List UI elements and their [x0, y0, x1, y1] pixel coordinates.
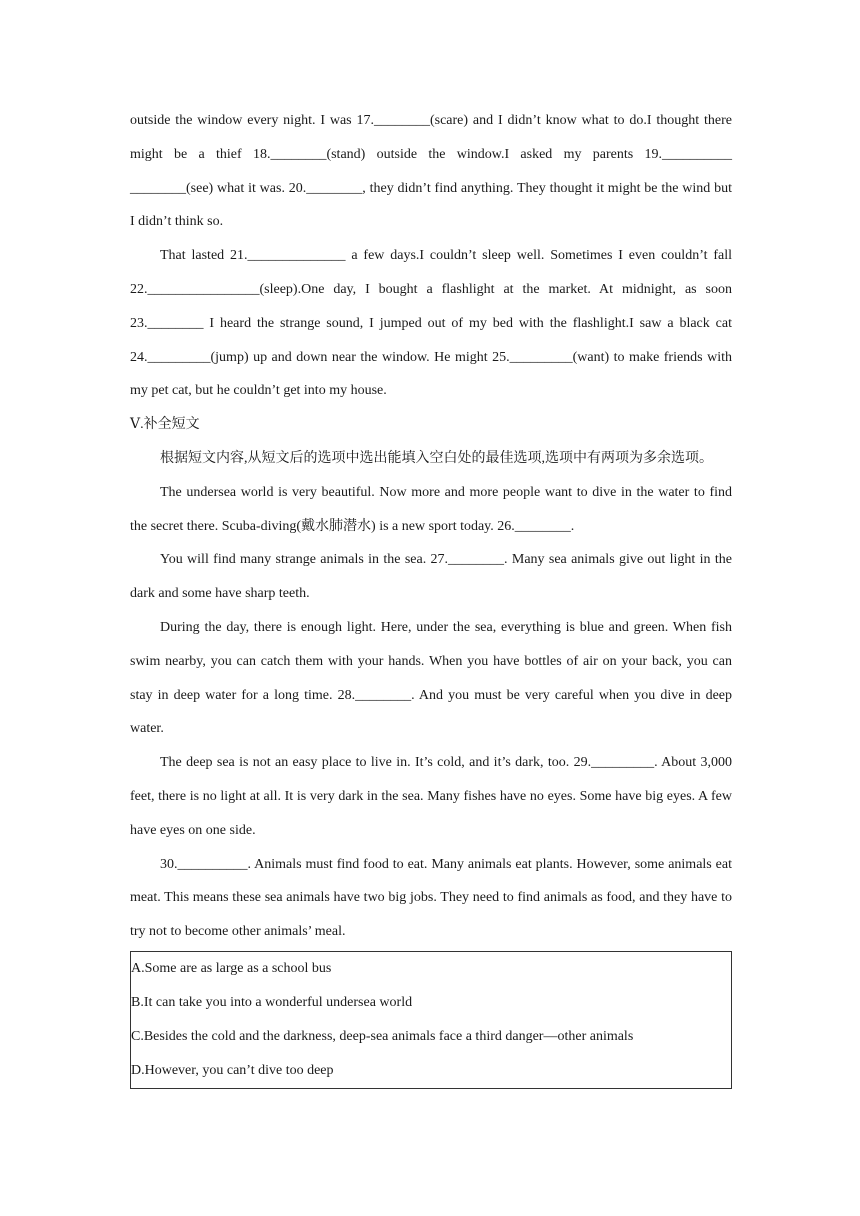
document-page: [130, 104, 732, 1089]
option-a: A.Some are as large as a school bus: [131, 960, 332, 976]
paragraph-undersea-intro: The undersea world is very beautiful. Now more and more people want to dive in the water to find the secret there. Scuba-diving(戴水肺潜水) is a new sport today. 26.________.: [130, 484, 732, 534]
section-heading: Ⅴ.补全短文: [130, 417, 200, 433]
paragraph-cat-story: That lasted 21.______________ a few days.I couldn’t sleep well. Sometimes I even couldn’t fall 22.________________(sleep).One day, I bought a flashlight at the market. At midnight, as soon 23.________ I heard the strange sound, I jumped out of my bed with the flashlight.I saw a black cat 24._________(jump) up and down near the window. He might 25._________(want) to make friends with my pet cat, but he couldn’t get into my house.: [130, 248, 732, 399]
option-d: D.However, you can’t dive too deep: [131, 1062, 334, 1078]
paragraph-continuation: outside the window every night. I was 17.________(scare) and I didn’t know what to do.I thought there might be a thief 18.________(stand) outside the window.I asked my parents 19.__________ ________(see) what it was. 20.________, they didn’t find anything. They thought it might be the wind but I didn’t think so.: [130, 113, 732, 230]
option-b: B.It can take you into a wonderful undersea world: [131, 994, 413, 1010]
paragraph-predators: 30.__________. Animals must find food to eat. Many animals eat plants. However, some animals eat meat. This means these sea animals have two big jobs. They need to find animals as food, and they have to try not to become other animals’ meal.: [130, 856, 732, 940]
paragraph-daytime-diving: During the day, there is enough light. Here, under the sea, everything is blue and green. When fish swim nearby, you can catch them with your hands. When you have bottles of air on your back, you can stay in deep water for a long time. 28.________. And you must be very careful when you dive in deep water.: [130, 619, 732, 737]
paragraph-strange-animals: You will find many strange animals in the sea. 27.________. Many sea animals give out light in the dark and some have sharp teeth.: [130, 552, 732, 602]
option-c: C.Besides the cold and the darkness, deep-sea animals face a third danger—other animals: [131, 1028, 634, 1044]
options-box: [130, 951, 732, 1089]
paragraph-deep-sea: The deep sea is not an easy place to live in. It’s cold, and it’s dark, too. 29._________. About 3,000 feet, there is no light at all. It is very dark in the sea. Many fishes have no eyes. Some have big eyes. A few have eyes on one side.: [130, 755, 732, 838]
section-instruction: 根据短文内容,从短文后的选项中选出能填入空白处的最佳选项,选项中有两项为多余选项。: [160, 450, 713, 466]
